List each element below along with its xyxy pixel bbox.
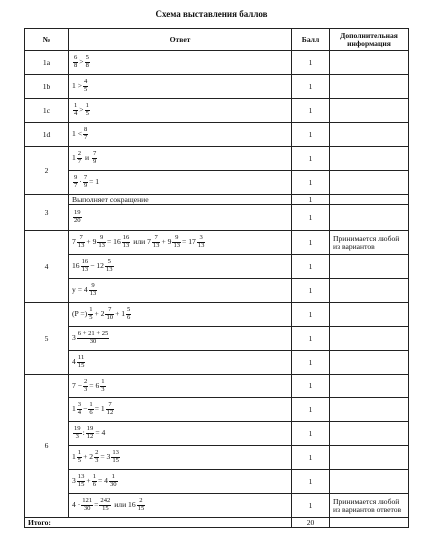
- table-row: [25, 375, 409, 398]
- score-cell: 1: [292, 470, 330, 494]
- score-cell: 1: [292, 255, 330, 279]
- info-cell: [330, 147, 409, 171]
- answer-cell: 16 $\frac{16}{13}$ − 12 $\frac{5}{13}$: [69, 255, 292, 279]
- table-row: [25, 255, 409, 279]
- p-expression: (P =): [72, 309, 88, 319]
- answer-cell: $\frac{1}{4}$ > $\frac{1}{5}$: [69, 99, 292, 123]
- page-title: Схема выставления баллов: [155, 9, 268, 19]
- answer-cell: 7 − $\frac{2}{3}$ = 6 $\frac{1}{3}$: [69, 375, 292, 398]
- score-cell: 1: [292, 231, 330, 255]
- table-row: [25, 351, 409, 375]
- row-label: 2: [25, 147, 69, 195]
- row-label: 6: [25, 375, 69, 518]
- table-row: [25, 446, 409, 470]
- scoring-table: [24, 28, 409, 528]
- info-cell: [330, 51, 409, 75]
- answer-cell: 1 $\frac{3}{4}$ − $\frac{1}{6}$ = 1 $\frac{7}{12}$: [69, 398, 292, 422]
- answer-cell: $\frac{19}{3}$ : $\frac{19}{12}$ = 4: [69, 422, 292, 446]
- or-word: или: [114, 500, 127, 510]
- answer-cell: 4 $\frac{11}{15}$: [69, 351, 292, 375]
- table-row: [25, 51, 409, 75]
- table-row: [25, 123, 409, 147]
- score-cell: 1: [292, 398, 330, 422]
- info-cell: [330, 279, 409, 303]
- table-row: [25, 470, 409, 494]
- table-row: [25, 75, 409, 99]
- info-cell: [330, 398, 409, 422]
- info-cell: [330, 255, 409, 279]
- score-cell: 1: [292, 375, 330, 398]
- answer-cell: 1 < $\frac{8}{7}$: [69, 123, 292, 147]
- score-cell: 1: [292, 279, 330, 303]
- info-cell: [330, 123, 409, 147]
- table-row: [25, 327, 409, 351]
- header-answer: Ответ: [69, 29, 292, 51]
- info-cell: [330, 422, 409, 446]
- table-row: [25, 494, 409, 518]
- row-label: 4: [25, 231, 69, 303]
- answer-cell: 4 · $\frac{121}{30}$ = $\frac{242}{15}$ или 16 $\frac{2}{15}$: [69, 494, 292, 518]
- info-cell: Принимается любой из вариантов: [330, 231, 409, 255]
- info-cell: [330, 327, 409, 351]
- answer-cell: 1 $\frac{1}{5}$ + 2 $\frac{2}{3}$ = 3 $\frac{13}{15}$: [69, 446, 292, 470]
- score-cell: 1: [292, 51, 330, 75]
- table-row: [25, 279, 409, 303]
- answer-cell: $\frac{9}{7}$ · $\frac{7}{9}$ = 1: [69, 171, 292, 195]
- score-cell: 1: [292, 446, 330, 470]
- table-row: [25, 147, 409, 171]
- total-value: 20: [292, 518, 330, 528]
- score-cell: 1: [292, 422, 330, 446]
- or-word: или: [133, 237, 146, 247]
- row-label: 1d: [25, 123, 69, 147]
- row-label: 1c: [25, 99, 69, 123]
- score-cell: 1: [292, 99, 330, 123]
- info-cell: [330, 375, 409, 398]
- score-cell: 1: [292, 171, 330, 195]
- row-label: 1а: [25, 51, 69, 75]
- table-row: [25, 195, 409, 205]
- answer-cell: $\frac{6}{8}$ > $\frac{5}{8}$: [69, 51, 292, 75]
- row-label: 3: [25, 195, 69, 231]
- info-cell: Принимается любой из вариантов ответов: [330, 494, 409, 518]
- score-cell: 1: [292, 123, 330, 147]
- info-cell: [330, 195, 409, 205]
- header-num: №: [25, 29, 69, 51]
- answer-cell: (P =) $\frac{1}{5}$ + 2 $\frac{7}{10}$ + 1 $\frac{5}{6}$: [69, 303, 292, 327]
- answer-cell: 1 $\frac{2}{7}$ и $\frac{7}{9}$: [69, 147, 292, 171]
- and-word: и: [85, 153, 90, 163]
- table-row: [25, 398, 409, 422]
- row-label: 5: [25, 303, 69, 375]
- score-cell: 1: [292, 494, 330, 518]
- score-cell: 1: [292, 75, 330, 99]
- row-label: 1b: [25, 75, 69, 99]
- info-cell: [330, 518, 409, 528]
- answer-cell: y = 4 $\frac{9}{13}$: [69, 279, 292, 303]
- total-row: [25, 518, 409, 528]
- answer-cell: 3 $\frac{6 + 21 + 25}{30}$: [69, 327, 292, 351]
- score-cell: 1: [292, 351, 330, 375]
- total-label: Итого:: [25, 518, 292, 528]
- info-cell: [330, 470, 409, 494]
- table-row: [25, 99, 409, 123]
- info-cell: [330, 75, 409, 99]
- answer-cell: 7 $\frac{7}{13}$ + 9 $\frac{9}{13}$ = 16 $\frac{16}{13}$ или 7 $\frac{7}{13}$ + 9 $\frac{9}{13}$ = 17 $\frac{3}{13}$: [69, 231, 292, 255]
- header-row: [25, 29, 409, 51]
- info-cell: [330, 171, 409, 195]
- score-cell: 1: [292, 147, 330, 171]
- score-cell: 1: [292, 195, 330, 205]
- info-cell: [330, 205, 409, 231]
- answer-cell: $\frac{19}{20}$: [69, 205, 292, 231]
- answer-cell: 1 > $\frac{4}{5}$: [69, 75, 292, 99]
- table-row: [25, 303, 409, 327]
- header-info: Дополнительная информация: [330, 29, 409, 51]
- table-row: [25, 231, 409, 255]
- info-cell: [330, 303, 409, 327]
- y-expression: y = 4: [72, 285, 88, 295]
- score-cell: 1: [292, 205, 330, 231]
- score-cell: 1: [292, 327, 330, 351]
- info-cell: [330, 99, 409, 123]
- score-cell: 1: [292, 303, 330, 327]
- header-score: Балл: [292, 29, 330, 51]
- info-cell: [330, 446, 409, 470]
- table-row: [25, 205, 409, 231]
- answer-cell: Выполняет сокращение: [69, 195, 292, 205]
- table-row: [25, 171, 409, 195]
- answer-cell: 3 $\frac{13}{15}$ + $\frac{1}{6}$ = 4 $\frac{1}{30}$: [69, 470, 292, 494]
- info-cell: [330, 351, 409, 375]
- table-row: [25, 422, 409, 446]
